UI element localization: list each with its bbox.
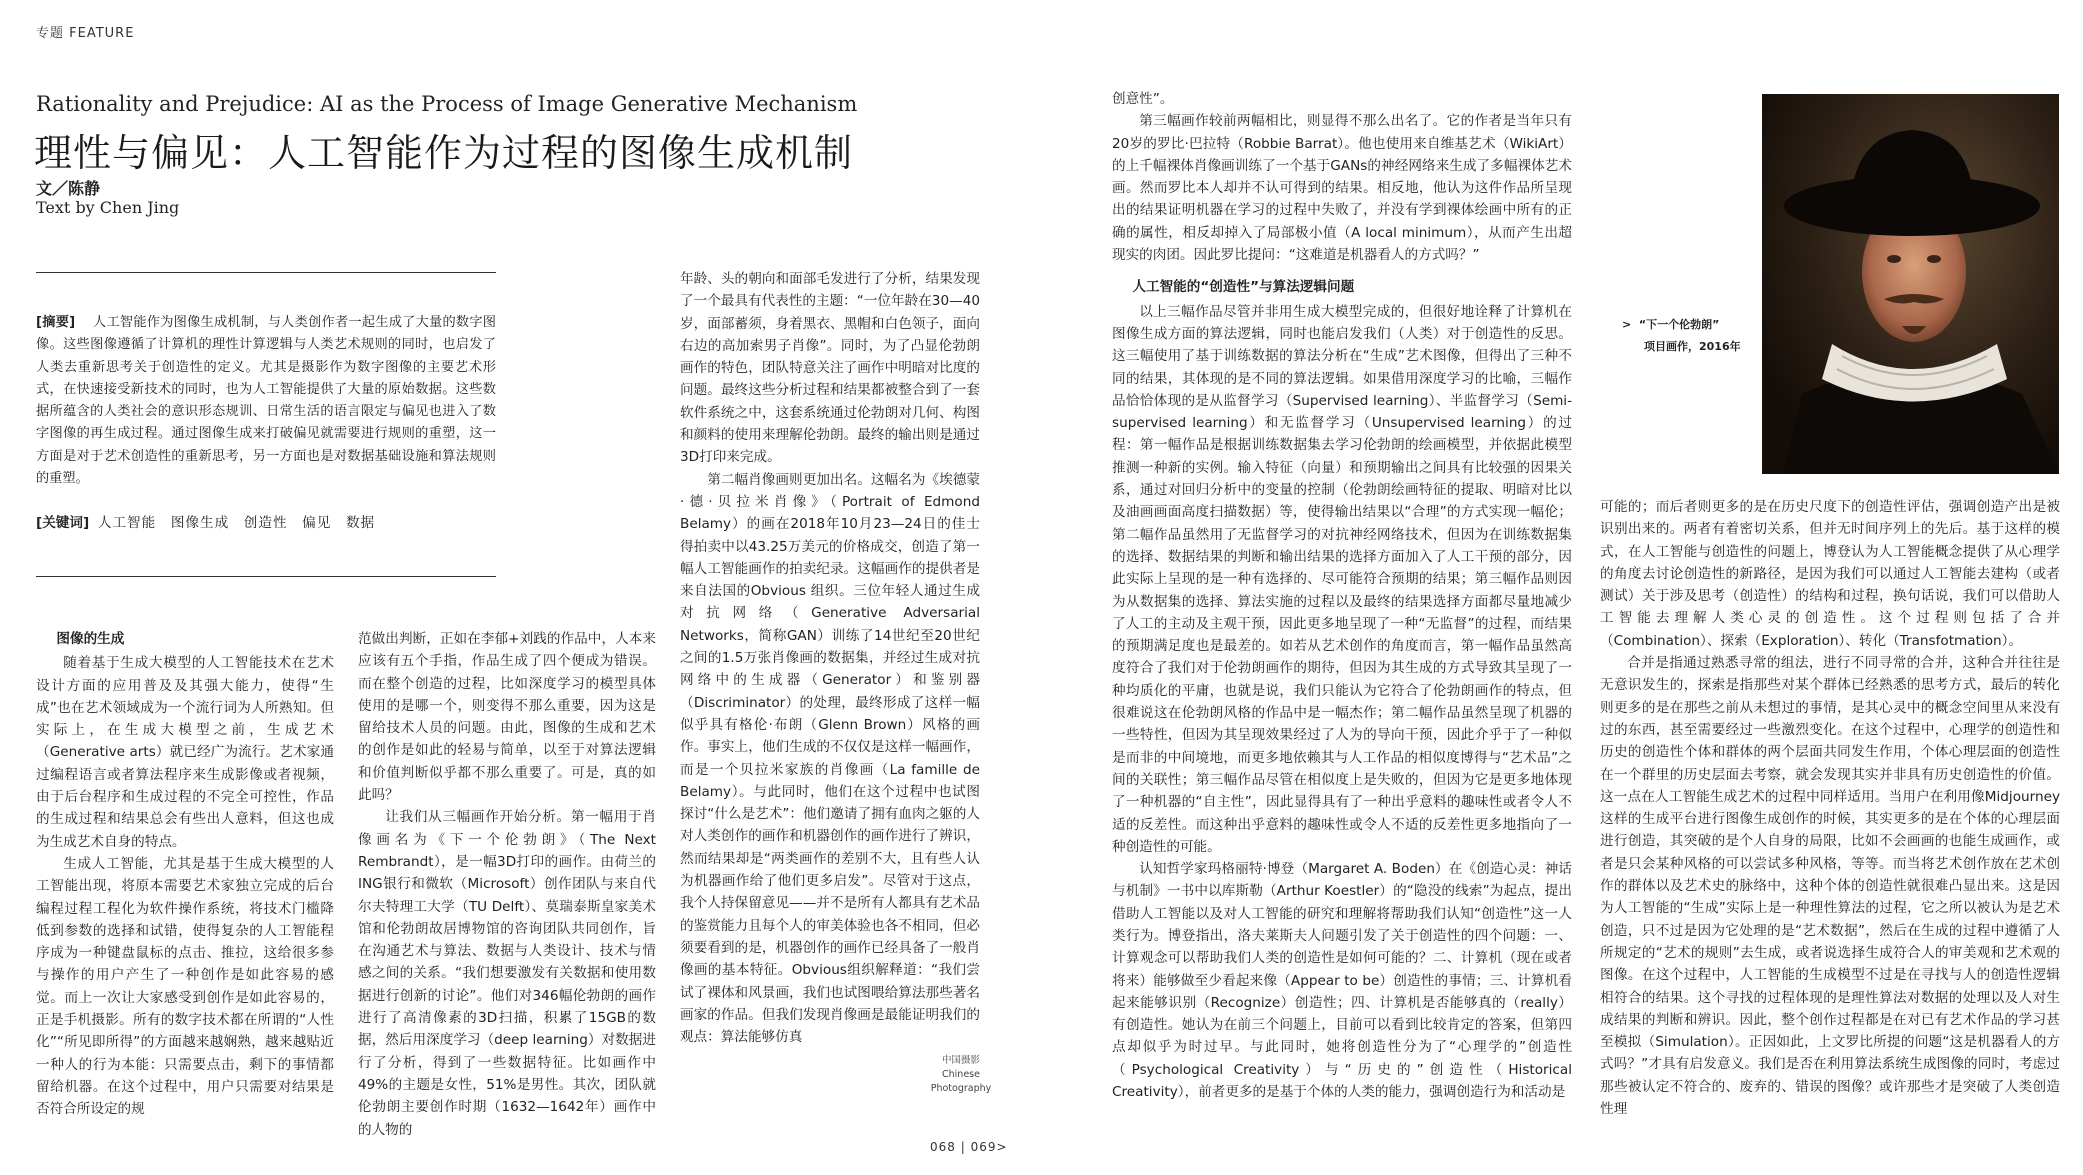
caption-subtitle: 项目画作，2016年 xyxy=(1644,340,1741,353)
author-english: Text by Chen Jing xyxy=(36,198,180,217)
col3-paragraph-2: 第二幅肖像画则更加出名。这幅名为《埃德蒙·德·贝拉米肖像》（Portrait of Edmond Belamy）的画在2018年10月23—24日的佳士得拍卖中以43.25万美元的价格成交，创造了第一幅人工智能画作的拍卖纪录。这幅画作的提供者是来自法国的Obvious 组织。三位年轻人通过生成对抗网络（Generative Adversarial Networks，简称GAN）训练了14世纪至20世纪之间的1.5万张肖像画的数据集，并经过生成对抗网络中的生成器（Generator）和鉴别器（Discriminator）的处理，最终形成了这样一幅似乎具有格伦·布朗（Glenn Brown）风格的画作。事实上，他们生成的不仅仅是这样一幅画作，而是一个贝拉米家族的肖像画（La famille de Belamy）。与此同时，他们在这个过程中也试图探讨“什么是艺术”：他们邀请了拥有血肉之躯的人对人类创作的画作和机器创作的画作进行了辨识，然而结果却是“两类画作的差别不大，且有些人认为机器画作给了他们更多启发”。尽管对于这点，我个人持保留意见——并不是所有人都具有艺术品的鉴赏能力且每个人的审美体验也各不相同，但必须要看到的是，机器创作的画作已经具备了一般肖像画的基本特征。Obvious组织解释道：“我们尝试了裸体和风景画，我们也试图喂给算法那些著名画家的作品。但我们发现肖像画是最能证明我们的观点：算法能够仿真 xyxy=(680,471,980,1046)
magazine-credit xyxy=(928,1054,994,1096)
col4-paragraph-1: 第三幅画作较前两幅相比，则显得不那么出名了。它的作者是当年只有20岁的罗比·巴拉特（Robbie Barrat）。他也使用来自维基艺术（WikiArt）的上千幅裸体肖像画训练了一个基于GANs的神经网络来生成了多幅裸体艺术画。然而罗比本人却并不认可得到的结果。相反地，他认为这件作品所呈现出的结果证明机器在学习的过程中失败了，并没有学到裸体绘画中所有的正确的属性，相反却掉入了局部极小值（A local minimum），从而产生出超现实的肉团。因此罗比提问：“这难道是机器看人的方式吗？” xyxy=(1112,113,1572,264)
abstract-bottom-rule xyxy=(36,576,496,577)
rembrandt-style-portrait-icon xyxy=(1762,94,2059,474)
caption-arrow-icon: > xyxy=(1622,318,1639,331)
abstract xyxy=(36,312,496,492)
col5-paragraph-2: 合并是指通过熟悉寻常的组法，进行不同寻常的合并，这种合并往往是无意识发生的，探索是指那些对某个群体已经熟悉的思考方式，最后的转化则更多的是在那些之前从未想过的事情，是其心灵中的概念空间里从来没有过的东西，甚至需要经过一些激烈变化。在这个过程中，心理学的创造性和历史的创造性个体和群体的两个层面共同发生作用，个体心理层面的创造性在一个群里的历史层面去考察，就会发现其实并非具有历史创造性的价值。这一点在人工智能生成艺术的过程中同样适用。当用户在利用像Midjourney这样的生成平台进行图像生成创作的时候，其实更多的是在个体的心理层面进行创造，其突破的是个人自身的局限，比如不会画画的也能生成画作，或者是只会某种风格的可以尝试多种风格，等等。而当将艺术创作放在艺术创作的群体以及艺术史的脉络中，这种个体的创造性就很难凸显出来。这是因为人工智能的“生成”实际上是一种理性算法的过程，它之所以被认为是艺术创造，只不过是因为它处理的是“艺术数据”，然后在生成的过程中遵循了人所规定的“艺术的规则”去生成，或者说选择生成符合人的审美观和艺术观的图像。在这个过程中，人工智能的生成模型不过是在寻找与人的创造性逻辑相符合的结果。这个寻找的过程体现的是理性算法对数据的处理以及人对生成结果的判断和辨识。因此，整个创作过程都是在对已有艺术作品的学习甚至模拟（Simulation）。正因如此，上文罗比所提的问题“这是机器看人的方式吗？”才具有启发意义。我们是否在利用算法系统生成图像的同时，考虑过那些被认定不符合的、废弃的、错误的图像？或许那些才是突破了人类创造性理 xyxy=(1600,655,2060,1118)
figure-caption xyxy=(1622,314,1742,358)
col3-paragraph-1: 年龄、头的朝向和面部毛发进行了分析，结果发现了一个最具有代表性的主题：“一位年龄在30—40岁，面部蓄须，身着黑衣、黑帽和白色领子，面向右边的高加索男子肖像”。同时，为了凸显伦勃朗画作的特色，团队特意关注了画作中明暗对比度的问题。最终这些分析过程和结果都被整合到了一套软件系统之中，这套系统通过伦勃朗对几何、构图和颜料的使用来理解伦勃朗。最终的输出则是通过3D打印来完成。 xyxy=(680,271,980,466)
col5-paragraph-1: 可能的；而后者则更多的是在历史尺度下的创造性评估，强调创造产出是被识别出来的。两者有着密切关系，但并无时间序列上的先后。基于这样的模式，在人工智能与创造性的问题上，博登认为人工智能概念提供了从心理学的角度去讨论创造性的新路径，是因为我们可以通过人工智能去建构（或者测试）关于涉及思考（创造性）的结构和过程，换句话说，我们可以借助人工智能去理解人类心灵的创造性。这个过程则包括了合并（Combination）、探索（Exploration）、转化（Transfotmation）。 xyxy=(1600,499,2060,649)
portrait-image xyxy=(1762,94,2059,474)
keywords-label: [关键词] xyxy=(36,515,90,531)
column-1 xyxy=(36,628,334,1118)
credit-line-1: 中国摄影 xyxy=(941,1055,980,1066)
abstract-label: [摘要] xyxy=(36,315,76,330)
column-2 xyxy=(358,628,656,1138)
section-heading-generation: 图像的生成 xyxy=(56,631,125,647)
col1-paragraph-2: 生成人工智能，尤其是基于生成大模型的人工智能出现，将原本需要艺术家独立完成的后台编程过程工程化为软件操作系统，将技术门槛降低到参数的选择和试错，使得复杂的人工智能程序成为一种键盘鼠标的点击、推拉，这给很多参与操作的用户产生了一种创作是如此容易的感觉。而上一次让大家感受到创作是如此容易的，正是手机摄影。所有的数字技术都在所谓的“人性化”“所见即所得”的方面越来越娴熟，越来越贴近一种人的行为本能：只需要点击，剩下的事情都留给机器。在这个过程中，用户只需要对结果是否符合所设定的规 xyxy=(36,855,334,1118)
keywords xyxy=(36,512,496,538)
section-heading-creativity: 人工智能的“创造性”与算法逻辑问题 xyxy=(1132,279,1355,296)
title-english: Rationality and Prejudice: AI as the Process of Image Generative Mechanism xyxy=(36,92,858,116)
abstract-top-rule xyxy=(36,272,496,273)
col1-paragraph-1: 随着基于生成大模型的人工智能技术在艺术设计方面的应用普及及其强大能力，使得“生成”也在艺术领域成为一个流行词为人所熟知。但实际上，在生成大模型之前，生成艺术（Generative arts）就已经广为流行。艺术家通过编程语言或者算法程序来生成影像或者视频，由于后台程序和生成过程的不完全可控性，作品的生成过程和结果总会有些出人意料，但这也成为生成艺术自身的特点。 xyxy=(36,655,334,850)
col2-paragraph-1: 范做出判断，正如在李郁+刘践的作品中，人本来应该有五个手指，作品生成了四个便成为错误。而在整个创造的过程，比如深度学习的模型具体使用的是哪一个，则变得不那么重要，因为这是留给技术人员的问题。由此，图像的生成和艺术的创作是如此的轻易与简单，以至于对算法逻辑和价值判断似乎都不那么重要了。可是，真的如此吗？ xyxy=(358,631,656,804)
title-chinese: 理性与偏见：人工智能作为过程的图像生成机制 xyxy=(34,131,854,175)
abstract-text: 人工智能作为图像生成机制，与人类创作者一起生成了大量的数字图像。这些图像遵循了计算机的理性计算逻辑与人类艺术规则的同时，也启发了人类去重新思考关于创造性的定义。尤其是摄影作为数字图像的主要艺术形式，在快速接受新技术的同时，也为人工智能提供了大量的原始数据。这些数据所蕴含的人类社会的意识形态规训、日常生活的语言限定与偏见也进入了数字图像的再生成过程。通过图像生成来打破偏见就需要进行规则的重塑，这一方面是对于艺术创造性的重新思考，另一方面也是对数据基础设施和算法规则的重塑。 xyxy=(36,315,496,487)
keywords-text: 人工智能 图像生成 创造性 偏见 数据 xyxy=(97,515,376,531)
credit-line-2: Chinese xyxy=(942,1069,980,1080)
author-chinese: 文／陈静 xyxy=(36,179,101,198)
column-4 xyxy=(1112,88,1572,1106)
caption-title: “下一个伦勃朗” xyxy=(1638,318,1720,331)
col4-paragraph-0: 创意性”。 xyxy=(1112,91,1174,107)
page-numbers: 068 | 069> xyxy=(930,1140,1008,1154)
column-5 xyxy=(1600,496,2060,1118)
column-3 xyxy=(680,268,980,1106)
col2-paragraph-2: 让我们从三幅画作开始分析。第一幅用于肖像画名为《下一个伦勃朗》（The Next Rembrandt），是一幅3D打印的画作。由荷兰的ING银行和微软（Microsoft）创作团队与来自代尔夫特理工大学（TU Delft）、莫瑞泰斯皇家美术馆和伦勃朗故居博物馆的咨询团队共同创作，旨在沟通艺术与算法、数据与人类设计、技术与情感之间的关系。“我们想要激发有关数据和使用数据进行创新的讨论”。他们对346幅伦勃朗的画作进行了高清像素的3D扫描，积累了15GB的数据，然后用深度学习（deep learning）对数据进行了分析，得到了一些数据特征。比如画作中49%的主题是女性，51%是男性。其次，团队就伦勃朗主要创作时期（1632—1642年）画作中的人物的 xyxy=(358,809,656,1138)
credit-line-3: Photography xyxy=(930,1083,992,1094)
section-label: 专题 FEATURE xyxy=(36,26,135,41)
col4-paragraph-2: 以上三幅作品尽管并非用生成大模型完成的，但很好地诠释了计算机在图像生成方面的算法逻辑，同时也能启发我们（人类）对于创造性的反思。这三幅使用了基于训练数据的算法分析在“生成”艺术图像，但得出了三种不同的结果，其体现的是不同的算法逻辑。如果借用深度学习的比喻，三幅作品恰恰体现的是从监督学习（Supervised learning）、半监督学习（Semi-supervised learning）和无监督学习（Unsupervised learning）的过程：第一幅作品是根据训练数据集去学习伦勃朗的绘画模型，并依据此模型推测一种新的实例。输入特征（向量）和预期输出之间具有比较强的因果关系，通过对回归分析中的变量的控制（伦勃朗绘画特征的提取、明暗对比以及油画画面高度扫描数据）等，使得输出结果以“合理”的方式实现一幅伦；第二幅作品虽然用了无监督学习的对抗神经网络技术，但因为在训练数据集的选择、数据结果的判断和输出结果的选择方面加入了人工干预的部分，因此实际上呈现的是一种有选择的、尽可能符合预期的结果；第三幅作品则因为从数据集的选择、算法实施的过程以及最终的结果选择方面都尽量地减少了人工的主动及主观干预，因此更多地呈现了一种“无监督”的过程，而结果的预期满足度也是最差的。如若从艺术创作的角度而言，第一幅作品虽然高度符合了我们对于伦勃朗画作的期待，但因为其生成的方式导致其呈现了一种均质化的平庸，也就是说，我们只能认为它符合了伦勃朗画作的特点，但很难说这在伦勃朗风格的作品中是一幅杰作；第二幅作品虽然呈现了机器的一些特性，但因为其呈现效果经过了人为的导向干预，因此介乎于了一种似是而非的中间境地，而更多地依赖其与人工作品的相似度博得与“艺术品”之间的关联性；第三幅作品尽管在相似度上是失败的，但因为它是更多地体现了一种机器的“自主性”，因此显得具有了一种出乎意料的趣味性或者令人不适的反差性。而这种出乎意料的趣味性或令人不适的反差性更多地指向了一种创造性的可能。 xyxy=(1112,303,1572,855)
col4-paragraph-3: 认知哲学家玛格丽特·博登（Margaret A. Boden）在《创造心灵：神话与机制》一书中以库斯勒（Arthur Koestler）的“隐没的线索”为起点，提出借助人工智能以及对人工智能的研究和理解将帮助我们认知“创造性”这一人类行为。博登指出，洛夫莱斯夫人问题引发了关于创造性的四个问题：一、计算观念可以帮助我们人类的创造性是如何可能的？二、计算机（现在或者将来）能够做至少看起来像（Appear to be）创造性的事情；三、计算机看起来能够识别（Recognize）创造性；四、计算机是否能够真的（really）有创造性。她认为在前三个问题上，目前可以看到比较肯定的答案，但第四点却似乎为时过早。与此同时，她将创造性分为了“心理学的”创造性（Psychological Creativity）与“历史的”创造性（Historical Creativity），前者更多的是基于个体的人类的能力，强调创造行为和活动是 xyxy=(1112,861,1572,1101)
